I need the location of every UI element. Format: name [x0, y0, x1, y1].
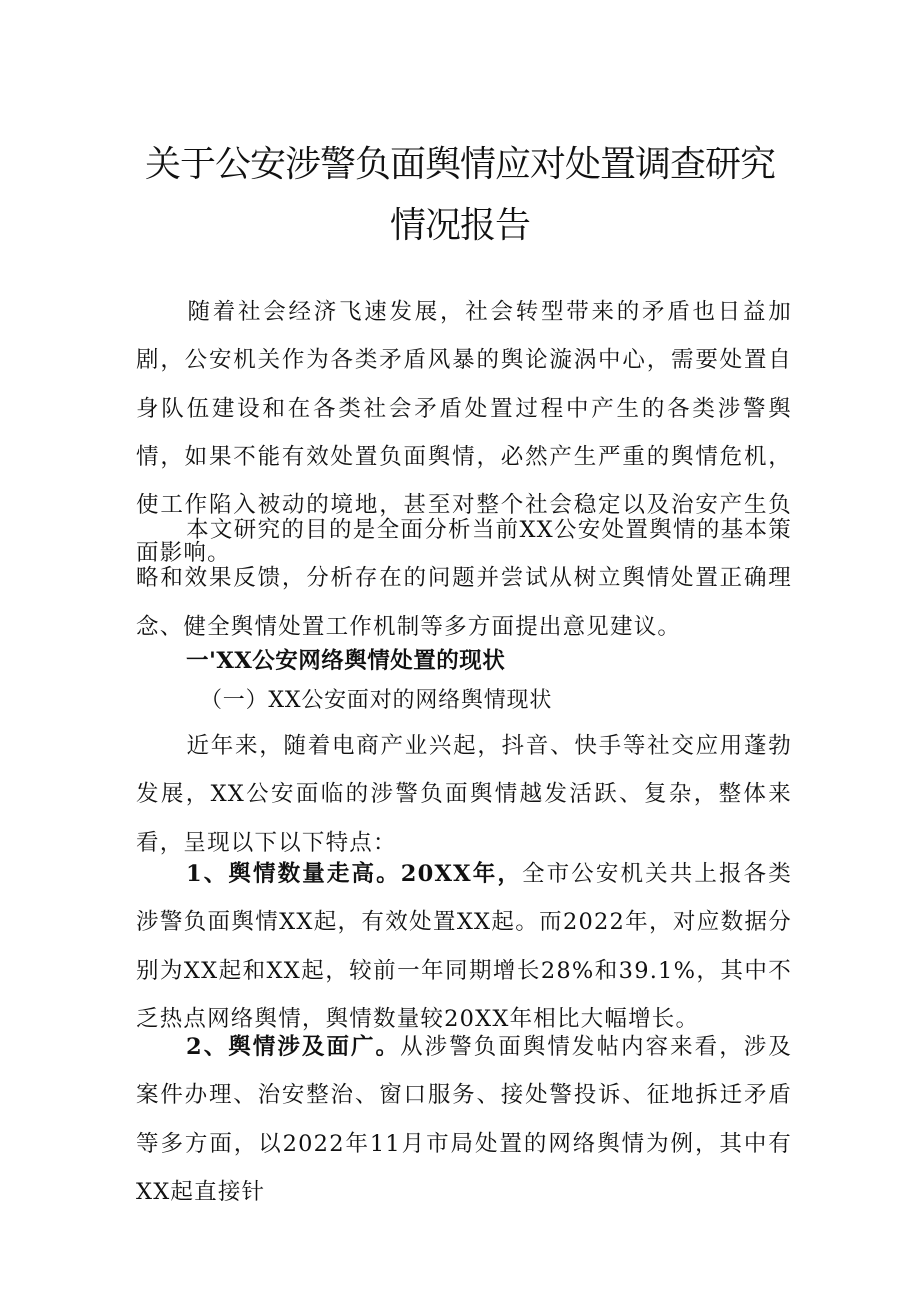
document-title-line2: 情况报告 — [389, 205, 530, 246]
subsection1-heading: （一）XX公安面对的网络舆情现状 — [200, 688, 553, 713]
intro-text: 随着社会经济飞速发展，社会转型带来的矛盾也日益加剧，公安机关作为各类矛盾风暴的舆论漩涡中心，需要处置自身队伍建设和在各类社会矛盾处置过程中产生的各类涉警舆情，如果不能有效处置负面舆情，必然产生严重的舆情危机，使工作陷入被动的境地，甚至对整个社会稳定以及治安产生负面影响。 — [136, 299, 792, 567]
purpose-paragraph — [136, 506, 792, 651]
point1-body: 全市公安机关共上报各类涉警负面舆情XX起，有效处置XX起。而2022年，对应数据分别为XX起和XX起，较前一年同期增长28%和39.1%，其中不乏热点网络舆情，舆情数量较20XX年相比大幅增长。 — [136, 861, 792, 1032]
section1-heading: 一'XX公安网络舆情处置的现状 — [186, 648, 506, 674]
point1-paragraph — [136, 850, 792, 1043]
point2-paragraph — [136, 1023, 792, 1216]
recent-paragraph — [136, 722, 792, 867]
purpose-text: 本文研究的目的是全面分析当前XX公安处置舆情的基本策略和效果反馈，分析存在的问题并尝试从树立舆情处置正确理念、健全舆情处置工作机制等多方面提出意见建议。 — [136, 517, 792, 640]
point2-lead: 2、舆情涉及面广。 — [186, 1034, 401, 1060]
recent-text: 近年来，随着电商产业兴起，抖音、快手等社交应用蓬勃发展，XX公安面临的涉警负面舆情越发活跃、复杂，整体来看，呈现以下以下特点： — [136, 733, 792, 856]
point2-body: 从涉警负面舆情发帖内容来看，涉及案件办理、治安整治、窗口服务、接处警投诉、征地拆迁矛盾等多方面，以2022年11月市局处置的网络舆情为例，其中有XX起直接针 — [136, 1034, 792, 1205]
document-title-line1: 关于公安涉警负面舆情应对处置调查研究 — [144, 144, 775, 185]
point1-lead: 1、舆情数量走高。20XX年， — [186, 861, 523, 887]
